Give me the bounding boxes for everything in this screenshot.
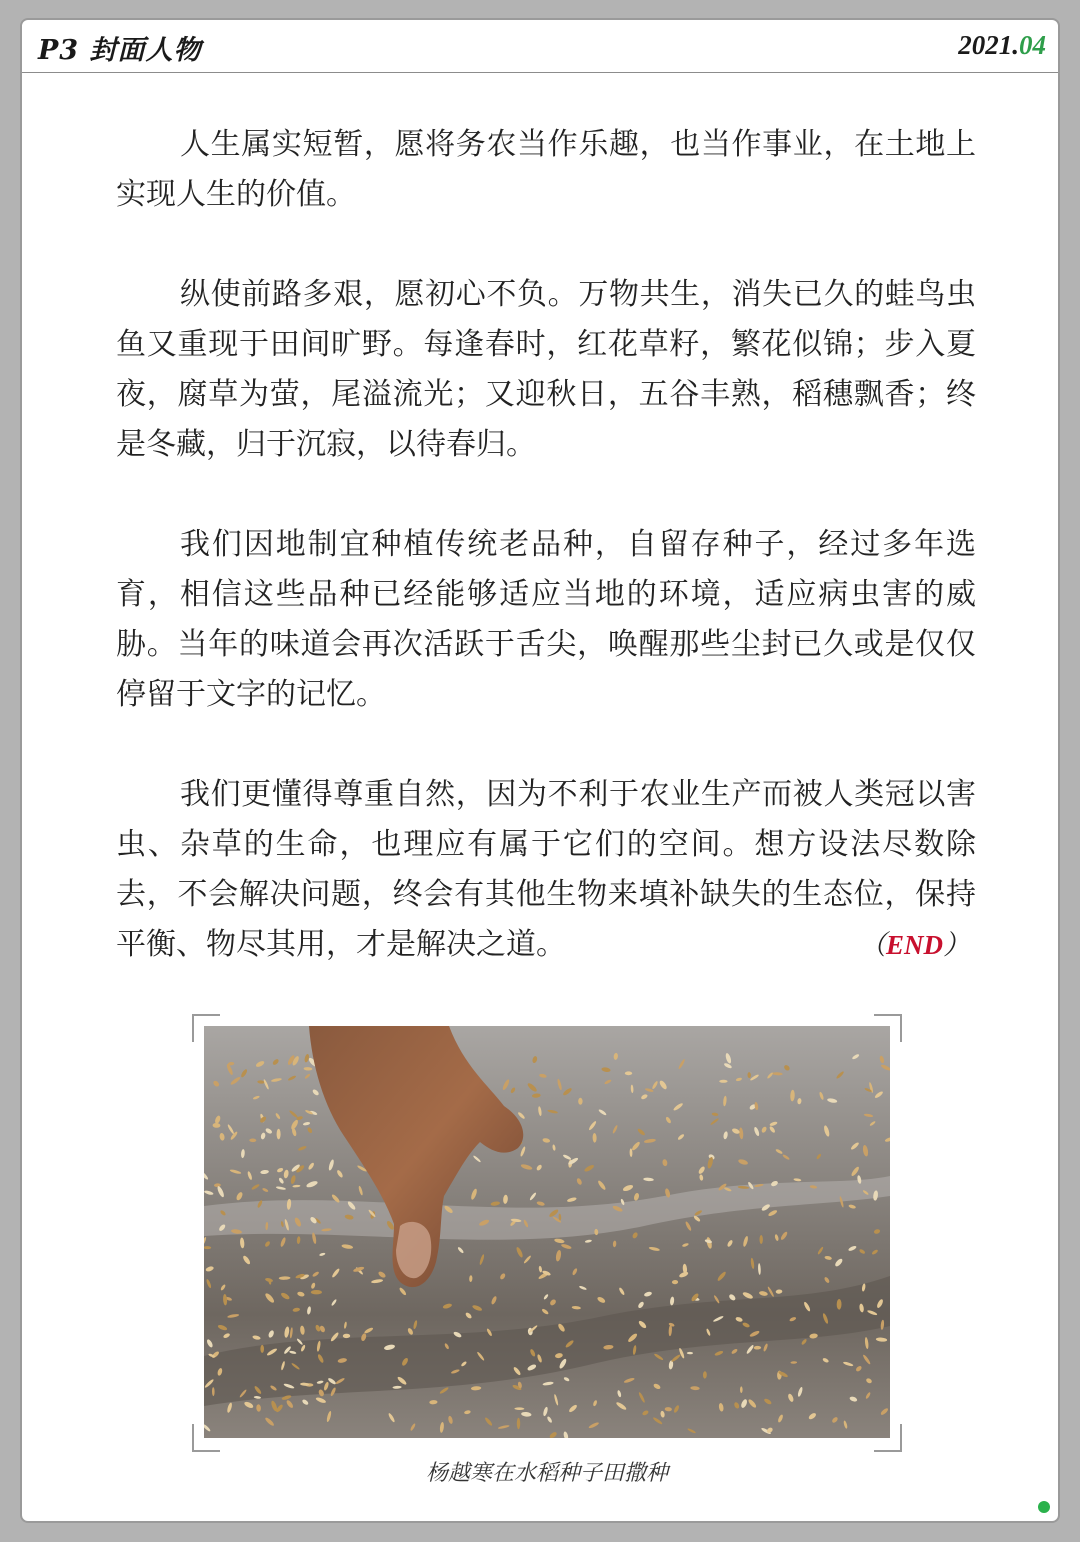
paragraph-3: 我们因地制宜种植传统老品种，自留存种子，经过多年选育，相信这些品种已经能够适应当地的环境，适应病虫害的威胁。当年的味道会再次活跃于舌尖，唤醒那些尘封已久或是仅仅停留于文字的记忆。 <box>116 527 976 712</box>
status-dot <box>1038 1501 1050 1513</box>
paragraph-4-wrap <box>116 770 976 970</box>
paragraph-2: 纵使前路多艰，愿初心不负。万物共生，消失已久的蛙鸟虫鱼又重现于田间旷野。每逢春时，红花草籽，繁花似锦；步入夏夜，腐草为萤，尾溢流光；又迎秋日，五谷丰熟，稻穗飘香；终是冬藏，归于沉寂，以待春归。 <box>116 277 976 462</box>
section-title: P3 封面人物 <box>38 35 202 66</box>
page-header <box>22 20 1058 73</box>
end-mark <box>859 920 970 970</box>
article-body <box>116 120 976 970</box>
page-frame <box>20 18 1060 1523</box>
end-close: ） <box>943 930 970 960</box>
photo-frame <box>192 1014 902 1452</box>
issue-month: 04 <box>1019 30 1046 60</box>
rice-seed <box>740 1386 743 1393</box>
paragraph-1: 人生属实短暂，愿将务农当作乐趣，也当作事业，在土地上实现人生的价值。 <box>116 127 976 212</box>
photo-illustration <box>204 1026 890 1438</box>
seed-sowing-photo <box>204 1026 890 1438</box>
rice-seed <box>578 1098 582 1105</box>
rice-seed <box>260 1345 264 1353</box>
issue-date <box>958 30 1046 61</box>
issue-year: 2021. <box>958 30 1019 60</box>
photo-caption: 杨越寒在水稻种子田撒种 <box>425 1461 668 1486</box>
rice-seed <box>760 1235 763 1244</box>
paragraph-4: 我们更懂得尊重自然，因为不利于农业生产而被人类冠以害虫、杂草的生命，也理应有属于它们的空间。想方设法尽数除去，不会解决问题，终会有其他生物来填补缺失的生态位，保持平衡、物尽其用，才是解决之道。 <box>116 777 976 962</box>
end-word: END <box>885 930 943 960</box>
rice-seed <box>277 1129 281 1140</box>
end-open: （ <box>858 930 886 960</box>
rice-seed <box>517 1418 520 1429</box>
rice-seed <box>311 1290 322 1294</box>
rice-seed <box>719 1080 727 1083</box>
rice-seed <box>625 1071 632 1075</box>
